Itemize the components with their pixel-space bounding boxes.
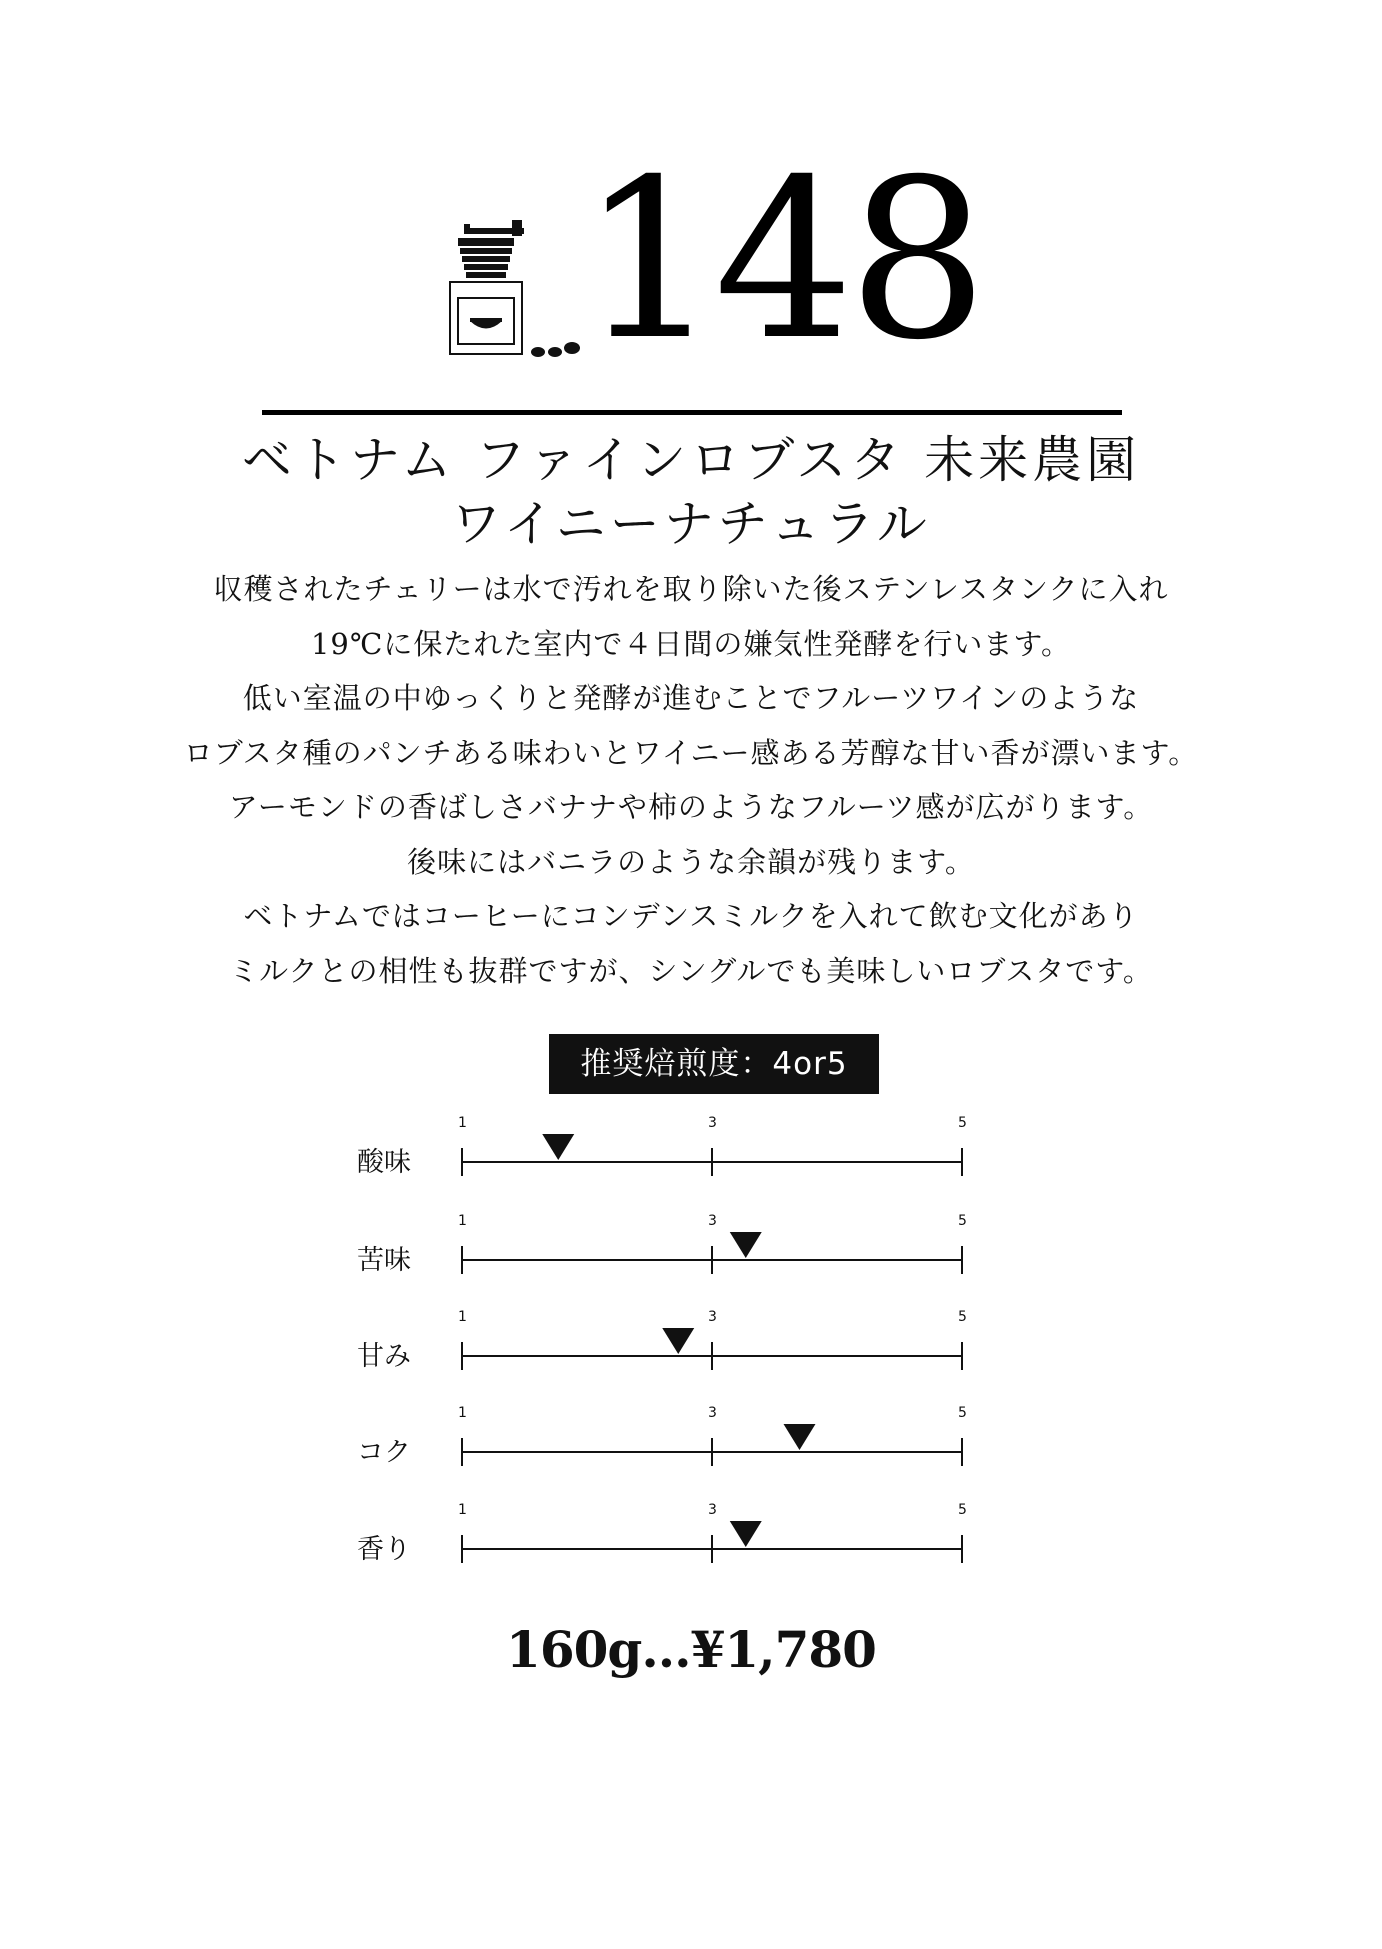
scale-tick-label: 3 (708, 1115, 717, 1131)
description-line: ミルクとの相性も抜群ですが、シングルでも美味しいロブスタです。 (229, 953, 1153, 988)
description-line: 収穫されたチェリーは水で汚れを取り除いた後ステンレスタンクに入れ (213, 572, 1169, 606)
scale-tick-label: 5 (958, 1405, 967, 1421)
scale-tick-label: 3 (708, 1309, 717, 1325)
scale-label: 香り (357, 1534, 411, 1565)
coffee-bean-icon (531, 342, 580, 357)
description-line: 19℃に保たれた室内で４日間の嫌気性発酵を行います。 (310, 626, 1072, 661)
description (60, 562, 1322, 998)
description-line: 低い室温の中ゆっくりと発酵が進むことでフルーツワインのような (242, 681, 1140, 715)
scale-tick-label: 3 (708, 1502, 717, 1518)
scale-label: 酸味 (357, 1147, 411, 1178)
scale-tick-label: 5 (958, 1213, 967, 1229)
description-line: アーモンドの香ばしさバナナや柿のようなフルーツ感が広がります。 (228, 790, 1154, 824)
scale-label: 甘み (357, 1341, 411, 1372)
product-subtitle: ワイニーナチュラル (451, 495, 931, 553)
scale-tick-label: 3 (708, 1405, 717, 1421)
scale-marker (542, 1134, 574, 1160)
scale-marker (784, 1424, 816, 1450)
price: 160g...¥1,780 (506, 1620, 876, 1679)
description-line: ベトナムではコーヒーにコンデンスミルクを入れて飲む文化があり (243, 899, 1139, 933)
description-line: 後味にはバニラのような余韻が残ります。 (407, 844, 975, 879)
title-divider (262, 410, 1122, 415)
scale-tick-label: 1 (458, 1502, 467, 1518)
scale-marker (730, 1521, 762, 1547)
scale-tick-label: 5 (958, 1309, 967, 1325)
scale-tick-label: 5 (958, 1115, 967, 1131)
scale-tick-label: 3 (708, 1213, 717, 1229)
scale-tick-label: 5 (958, 1502, 967, 1518)
product-title: ベトナム ファインロブスタ 未来農園 (241, 431, 1141, 489)
scale-tick-label: 1 (458, 1213, 467, 1229)
description-line: ロブスタ種のパンチある味わいとワイニー感ある芳醇な甘い香が漂います。 (183, 735, 1199, 770)
scale-label: 苦味 (357, 1245, 411, 1276)
scale-marker (730, 1232, 762, 1258)
scale-label: コク (357, 1437, 411, 1468)
roast-level-badge: 推奨焙煎度：4or5 (549, 1034, 879, 1094)
scale-tick-label: 1 (458, 1115, 467, 1131)
scale-marker (662, 1328, 694, 1354)
coffee-number: 148 (580, 132, 982, 388)
coffee-grinder-icon (440, 218, 590, 368)
scale-tick-label: 1 (458, 1309, 467, 1325)
scale-tick-label: 1 (458, 1405, 467, 1421)
